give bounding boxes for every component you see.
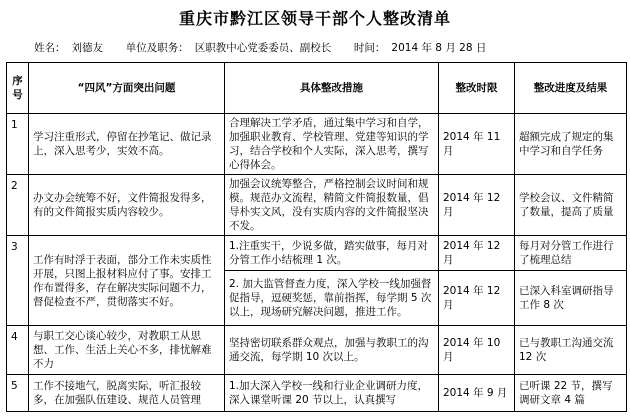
progress-cell: 已与教职工沟通交流 12 次 (515, 326, 627, 375)
header-deadline: 整改时限 (439, 63, 515, 114)
header-problem: “四风”方面突出问题 (29, 63, 225, 114)
name-label: 姓名： (34, 42, 66, 54)
unit-value: 区职教中心党委委员、副校长 (194, 42, 332, 54)
row-number: 2 (7, 175, 29, 236)
problem-cell: 工作不接地气，脱离实际，听汇报较多，在加强队伍建设、规范人员管理 (29, 375, 225, 412)
deadline-cell: 2014 年 12 月 (439, 175, 515, 236)
time-label: 时间： (353, 42, 386, 54)
deadline-cell: 2014 年 12 月 (439, 236, 515, 271)
problem-cell: 工作有时浮于表面，部分工作未实质性开展，只图上报材料应付了事。安排工作布置得多，存在解决实际问题不力，督促检查不严，贯彻落实不好。 (29, 236, 225, 326)
measures-cell: 2. 加大监管督查力度，深入学校一线加强督促指导，逗硬奖惩，靠前指挥，每学期 5 次以上，现场研究解决问题，推进工作。 (225, 271, 439, 326)
meta-line (34, 40, 624, 55)
deadline-cell: 2014 年 11 月 (439, 114, 515, 175)
table-header-row (7, 63, 627, 114)
row-number: 5 (7, 375, 29, 412)
row-number: 3 (7, 236, 29, 326)
table-row (7, 236, 627, 271)
table-row (7, 114, 627, 175)
measures-cell: 加强会议统筹整合，严格控制会议时间和规模。规范办文流程，精简文件简报数量，倡导朴实文风，没有实质内容的文件简报坚决不发。 (225, 175, 439, 236)
progress-cell: 学校会议、文件精简了数量，提高了质量 (515, 175, 627, 236)
header-progress: 整改进度及结果 (515, 63, 627, 114)
page-title: 重庆市黔江区领导干部个人整改清单 (178, 9, 451, 28)
deadline-cell: 2014 年 10 月 (439, 326, 515, 375)
progress-cell: 已深入科室调研指导工作 8 次 (515, 271, 627, 326)
measures-cell: 坚持密切联系群众观点，加强与教职工的沟通交流，每学期 10 次以上。 (225, 326, 439, 375)
deadline-cell: 2014 年 12 月 (439, 271, 515, 326)
header-no: 序号 (7, 63, 29, 114)
problem-cell: 与职工交心谈心较少，对教职工从思想、工作、生活上关心不多，排忧解难不力 (29, 326, 225, 375)
problem-cell: 学习注重形式，停留在抄笔记、做记录上，深入思考少，实效不高。 (29, 114, 225, 175)
header-measures: 具体整改措施 (225, 63, 439, 114)
table-row (7, 175, 627, 236)
name-value: 刘德友 (71, 42, 103, 54)
progress-cell: 每月对分管工作进行了梳理总结 (515, 236, 627, 271)
progress-cell: 超额完成了规定的集中学习和自学任务 (515, 114, 627, 175)
progress-cell: 已听课 22 节，撰写调研文章 4 篇 (515, 375, 627, 412)
row-number: 1 (7, 114, 29, 175)
measures-cell: 1.加大深入学校一线和行业企业调研力度，深入课堂听课 20 节以上，认真撰写 (225, 375, 439, 412)
unit-label: 单位及职务： (125, 42, 189, 54)
row-number: 4 (7, 326, 29, 375)
table-row (7, 326, 627, 375)
measures-cell: 1.注重实干，少说多做，踏实做事，每月对分管工作小结梳理 1 次。 (225, 236, 439, 271)
measures-cell: 合理解决工学矛盾，通过集中学习和自学，加强职业教育、学校管理、党建等知识的学习，结合学校和个人实际，深入思考，撰写心得体会。 (225, 114, 439, 175)
table-row (7, 375, 627, 412)
rectification-table (6, 62, 627, 412)
problem-cell: 办文办会统筹不好，文件简报发得多，有的文件简报实质内容较少。 (29, 175, 225, 236)
deadline-cell: 2014 年 9 月 (439, 375, 515, 412)
date-value: 2014 年 8 月 28 日 (391, 42, 487, 54)
